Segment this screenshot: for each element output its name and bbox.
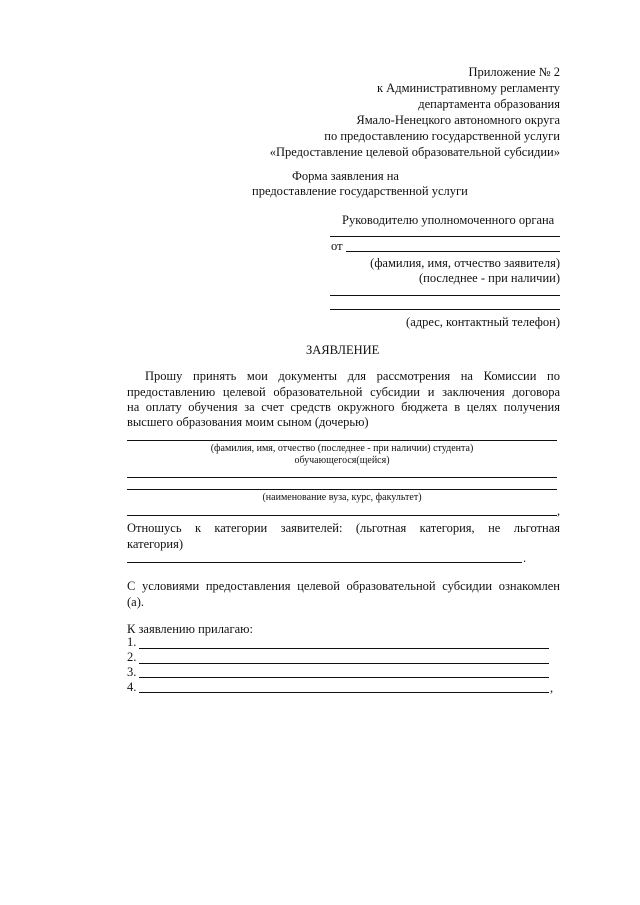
statement-para-line4: высшего образования моим сыном (дочерью)	[127, 415, 369, 429]
category-line2: категория)	[127, 537, 184, 551]
conditions-line1: С условиями предоставления целевой образовательной субсидии ознакомлен	[127, 579, 560, 593]
appendix-department: департамента образования	[418, 97, 560, 111]
contact-hint: (адрес, контактный телефон)	[406, 315, 560, 329]
student-name-field[interactable]	[127, 440, 557, 441]
appendix-service: по предоставлению государственной услуги	[324, 129, 560, 143]
statement-para-line3: на оплату обучения за счет средств окружного бюджета в целях получения	[127, 400, 560, 414]
attachments-label: К заявлению прилагаю:	[127, 622, 253, 636]
line-end-comma-1: ,	[557, 504, 561, 518]
category-field[interactable]	[127, 562, 522, 563]
university-hint: (наименование вуза, курс, факультет)	[262, 492, 422, 503]
university-field-1[interactable]	[127, 477, 557, 478]
line-end-comma-2: ,	[550, 681, 554, 695]
attachment-field-4[interactable]	[139, 692, 549, 693]
attachment-number-4: 4.	[127, 680, 137, 694]
university-field-3[interactable]	[127, 515, 557, 516]
attachment-number-1: 1.	[127, 635, 137, 649]
applicant-patronymic-hint: (последнее - при наличии)	[419, 271, 560, 285]
statement-para-line2: предоставлению целевой образовательной субсидии и заключения договора	[127, 385, 560, 399]
form-title-line2: предоставление государственной услуги	[252, 184, 468, 198]
appendix-number: Приложение № 2	[468, 65, 560, 79]
attachment-number-3: 3.	[127, 665, 137, 679]
appendix-regulation: к Административному регламенту	[376, 81, 560, 95]
university-field-2[interactable]	[127, 489, 557, 490]
addressee-blank-1	[330, 236, 560, 237]
student-name-hint: (фамилия, имя, отчество (последнее - при наличии) студента)	[210, 443, 474, 454]
attachment-field-1[interactable]	[139, 648, 549, 649]
statement-heading: ЗАЯВЛЕНИЕ	[306, 343, 380, 357]
line-end-period: .	[523, 551, 527, 565]
applicant-name-hint: (фамилия, имя, отчество заявителя)	[370, 256, 560, 270]
appendix-service-name: «Предоставление целевой образовательной субсидии»	[269, 145, 560, 159]
addressee-to: Руководителю уполномоченного органа	[342, 213, 555, 227]
attachment-field-2[interactable]	[139, 663, 549, 664]
form-title-line1: Форма заявления на	[292, 169, 399, 183]
attachment-field-3[interactable]	[139, 677, 549, 678]
applicant-address-field-1[interactable]	[330, 295, 560, 296]
conditions-line2: (а).	[127, 595, 144, 609]
from-label: от	[331, 239, 343, 253]
category-line1: Отношусь к категории заявителей: (льготная категория, не льготная	[127, 521, 560, 535]
statement-para-line1: Прошу принять мои документы для рассмотрения на Комиссии по	[145, 369, 560, 383]
student-status-hint: обучающегося(щейся)	[294, 455, 390, 466]
applicant-name-field[interactable]	[346, 251, 560, 252]
appendix-region: Ямало-Ненецкого автономного округа	[356, 113, 560, 127]
attachment-number-2: 2.	[127, 650, 137, 664]
applicant-address-field-2[interactable]	[330, 309, 560, 310]
